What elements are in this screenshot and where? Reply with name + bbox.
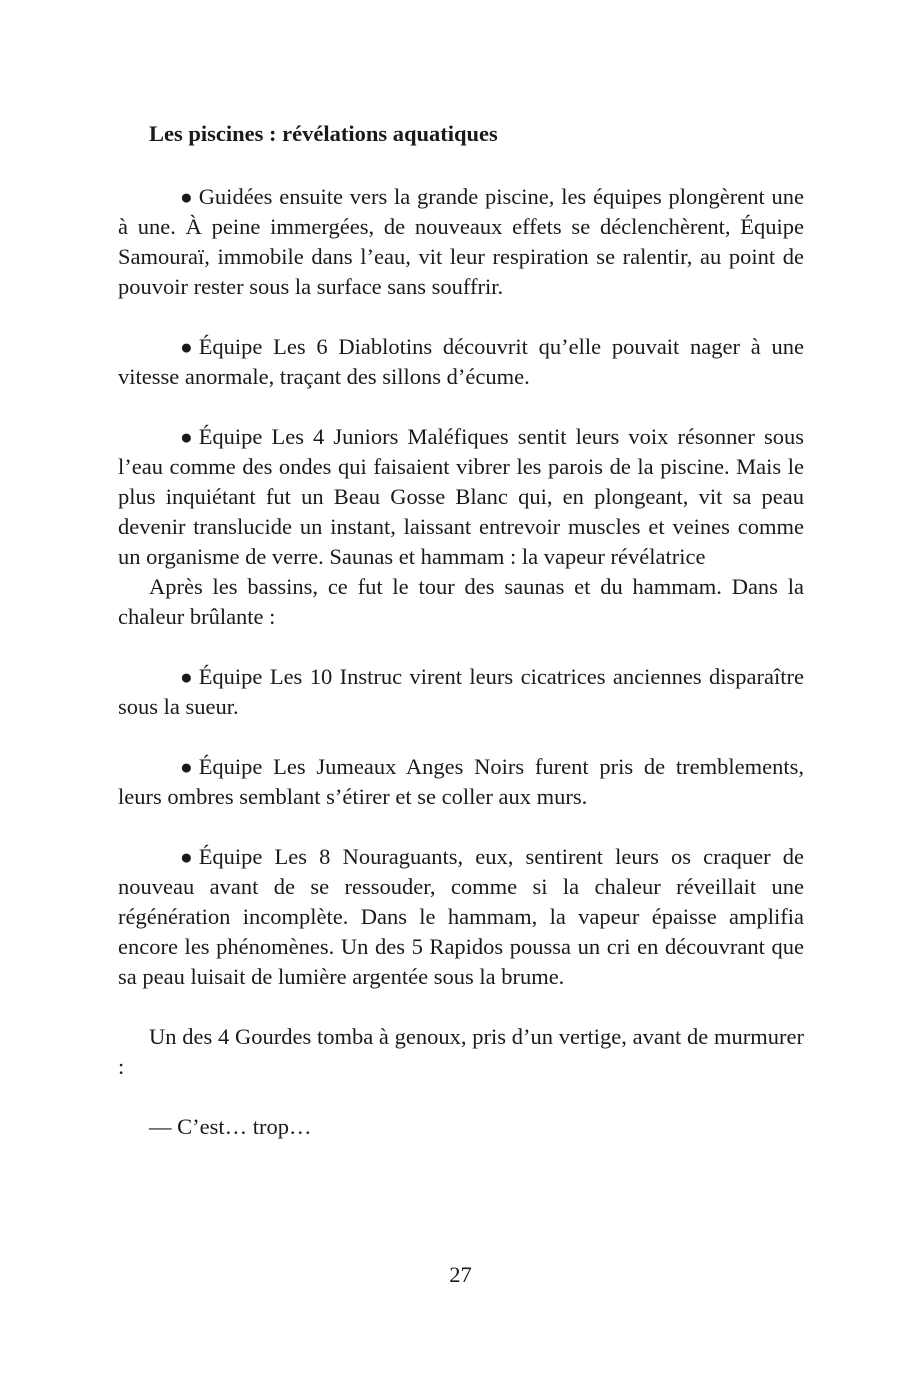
- dialogue-line: — C’est… trop…: [149, 1114, 312, 1139]
- bullet-icon: ●: [180, 845, 193, 869]
- bullet-icon: ●: [180, 335, 193, 359]
- paragraph-text: Équipe Les 10 Instruc virent leurs cicatrices anciennes disparaître sous la sueur.: [118, 664, 804, 719]
- page-body: [118, 116, 804, 1142]
- page-number: 27: [449, 1262, 472, 1287]
- paragraph-jumeaux: [118, 752, 804, 812]
- paragraph-piscine: [118, 182, 804, 302]
- paragraph-saunas-intro: Après les bassins, ce fut le tour des saunas et du hammam. Dans la chaleur brûlante :: [118, 574, 804, 629]
- paragraph-gourdes: Un des 4 Gourdes tomba à genoux, pris d’un vertige, avant de murmurer :: [118, 1024, 804, 1079]
- paragraph-text: Guidées ensuite vers la grande piscine, les équipes plongèrent une à une. À peine immergées, de nouveaux effets se déclenchèrent, Équipe Samouraï, immobile dans l’eau, vit leur respiration se ralentir, au point de pouvoir rester sous la surface sans souffrir.: [118, 184, 804, 299]
- paragraph-text: Équipe Les 4 Juniors Maléfiques sentit leurs voix résonner sous l’eau comme des ondes qui faisaient vibrer les parois de la piscine. Mais le plus inquiétant fut un Beau Gosse Blanc qui, en plongeant, vit sa peau devenir translucide un instant, laissant entrevoir muscles et veines comme un organisme de verre. Saunas et hammam : la vapeur révélatrice: [118, 424, 804, 569]
- bullet-icon: ●: [180, 185, 193, 209]
- paragraph-nouraguants: [118, 842, 804, 992]
- section-heading: Les piscines : révélations aquatiques: [149, 121, 498, 146]
- paragraph-text: Équipe Les Jumeaux Anges Noirs furent pris de tremblements, leurs ombres semblant s’étirer et se coller aux murs.: [118, 754, 804, 809]
- bullet-icon: ●: [180, 755, 193, 779]
- paragraph-instruc: [118, 662, 804, 722]
- paragraph-diablotins: [118, 332, 804, 392]
- paragraph-text: Équipe Les 6 Diablotins découvrit qu’elle pouvait nager à une vitesse anormale, traçant des sillons d’écume.: [118, 334, 804, 389]
- bullet-icon: ●: [180, 665, 193, 689]
- paragraph-text: Équipe Les 8 Nouraguants, eux, sentirent leurs os craquer de nouveau avant de se ressouder, comme si la chaleur réveillait une régénération incomplète. Dans le hammam, la vapeur épaisse amplifia encore les phénomènes. Un des 5 Rapidos poussa un cri en découvrant que sa peau luisait de lumière argentée sous la brume.: [118, 844, 804, 989]
- bullet-icon: ●: [180, 425, 193, 449]
- paragraph-juniors: [118, 422, 804, 572]
